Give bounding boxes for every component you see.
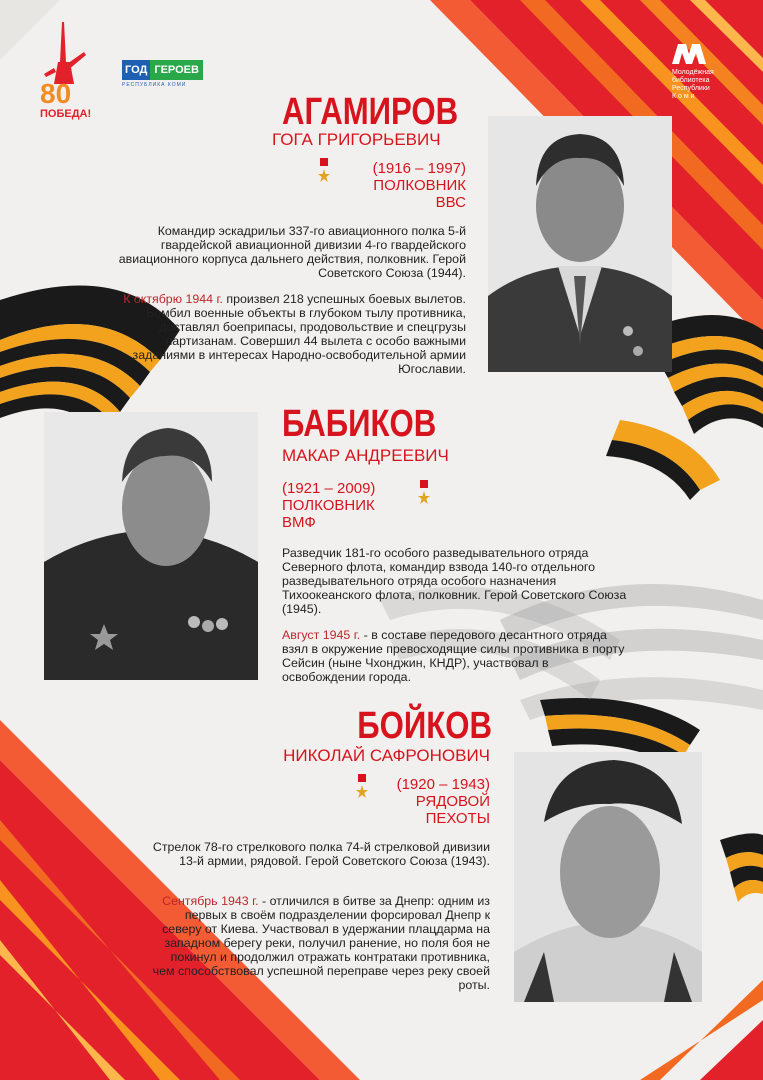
hero-3-feat-text: - отличился в битве за Днепр: одним из первых в своём подразделении форсировал Днепр к северу от Киева. Участвовал в удержании плацдарма на западном берегу реки, получил ранение, но поля боя не покинул и продолжил отражать контратаки противника, чем способствовал успешной переправе через реку своей роты. <box>152 894 490 992</box>
victory-word: ПОБЕДА! <box>40 108 92 120</box>
hero-1-years: (1916 – 1997) <box>372 160 466 177</box>
hero-3-photo <box>514 752 702 1002</box>
hero-3-feat-date: Сентябрь 1943 г. <box>162 894 259 908</box>
hero-2-feat <box>282 628 634 684</box>
hero-2-years: (1921 – 2009) <box>282 480 376 497</box>
hero-1-feat-date: К октябрю 1944 г. <box>123 292 223 306</box>
victory-number: 80 <box>40 78 72 109</box>
hero-3-surname: БОЙКОВ <box>357 705 492 747</box>
hero-3-given-names: НИКОЛАЙ САФРОНОВИЧ <box>283 746 490 765</box>
hero-2-surname: БАБИКОВ <box>282 403 437 445</box>
library-line2: библиотека <box>672 77 710 84</box>
hero-1-surname: АГАМИРОВ <box>282 91 459 133</box>
year-of-heroes-part2: ГЕРОЕВ <box>150 60 203 80</box>
library-m-icon <box>672 44 706 64</box>
hero-3-feat <box>150 894 490 992</box>
hero-1-surname-block <box>282 92 482 132</box>
hero-3-star-icon <box>356 774 368 800</box>
hero-1-feat-text: произвел 218 успешных боевых вылетов. Бомбил военные объекты в глубоком тылу противника, доставлял боеприпасы, продовольствие и спецгрузы партизанам. Совершил 44 вылета с особо важными заданиями в интересах Народно-освободительной армии Югославии. <box>132 292 466 376</box>
hero-3-rank: РЯДОВОЙ <box>415 793 490 810</box>
library-line4: К о м и <box>672 93 695 100</box>
hero-3-surname-block <box>292 706 492 746</box>
hero-2-feat-text: - в составе передового десантного отряда взял в окружение превосходящие силы противника в порту Сейсин (ныне Чхонджин, КНДР), участвовал в освобождении города. <box>282 628 625 684</box>
hero-1-star-icon <box>318 158 330 184</box>
hero-3-meta <box>370 776 490 827</box>
hero-2-bio: Разведчик 181-го особого разведывательного отряда Северного флота, командир взвода 140-го отдельного разведывательного отряда особого назначения Тихоокеанского флота, полковник. Герой Советского Союза (1945). <box>282 546 627 616</box>
hero-3-branch: ПЕХОТЫ <box>425 810 490 827</box>
library-logo <box>672 44 742 101</box>
hero-2-surname-block <box>282 404 482 444</box>
hero-2-branch: ВМФ <box>282 514 316 531</box>
year-of-heroes-logo <box>122 60 203 88</box>
hero-1-branch: ВВС <box>435 194 466 211</box>
victory-80-logo <box>40 22 96 132</box>
hero-2-rank: ПОЛКОВНИК <box>282 497 375 514</box>
hero-1-photo <box>488 116 672 372</box>
hero-1-bio: Командир эскадрильи 337-го авиационного полка 5-й гвардейской авиационной дивизии 4-го гвардейского авиационного корпуса дальнего действия, полковник. Герой Советского Союза (1944). <box>118 224 466 280</box>
hero-3-years: (1920 – 1943) <box>396 776 490 793</box>
hero-3-bio: Стрелок 78-го стрелкового полка 74-й стрелковой дивизии 13-й армии, рядовой. Герой Советского Союза (1943). <box>152 840 490 868</box>
hero-1-given-names: ГОГА ГРИГОРЬЕВИЧ <box>272 130 441 149</box>
year-of-heroes-sub: РЕСПУБЛИКА КОМИ <box>122 82 187 88</box>
hero-2-photo <box>44 412 258 680</box>
hero-1-rank: ПОЛКОВНИК <box>373 177 466 194</box>
library-line3: Республики <box>672 85 710 92</box>
hero-1-feat <box>112 292 466 376</box>
year-of-heroes-part1: ГОД <box>122 60 150 80</box>
library-line1: Молодёжная <box>672 69 714 76</box>
hero-2-star-icon <box>418 480 430 506</box>
hero-2-meta <box>282 480 412 531</box>
hero-2-given-names: МАКАР АНДРЕЕВИЧ <box>282 446 449 465</box>
hero-1-meta <box>330 160 466 211</box>
hero-2-feat-date: Август 1945 г. <box>282 628 361 642</box>
